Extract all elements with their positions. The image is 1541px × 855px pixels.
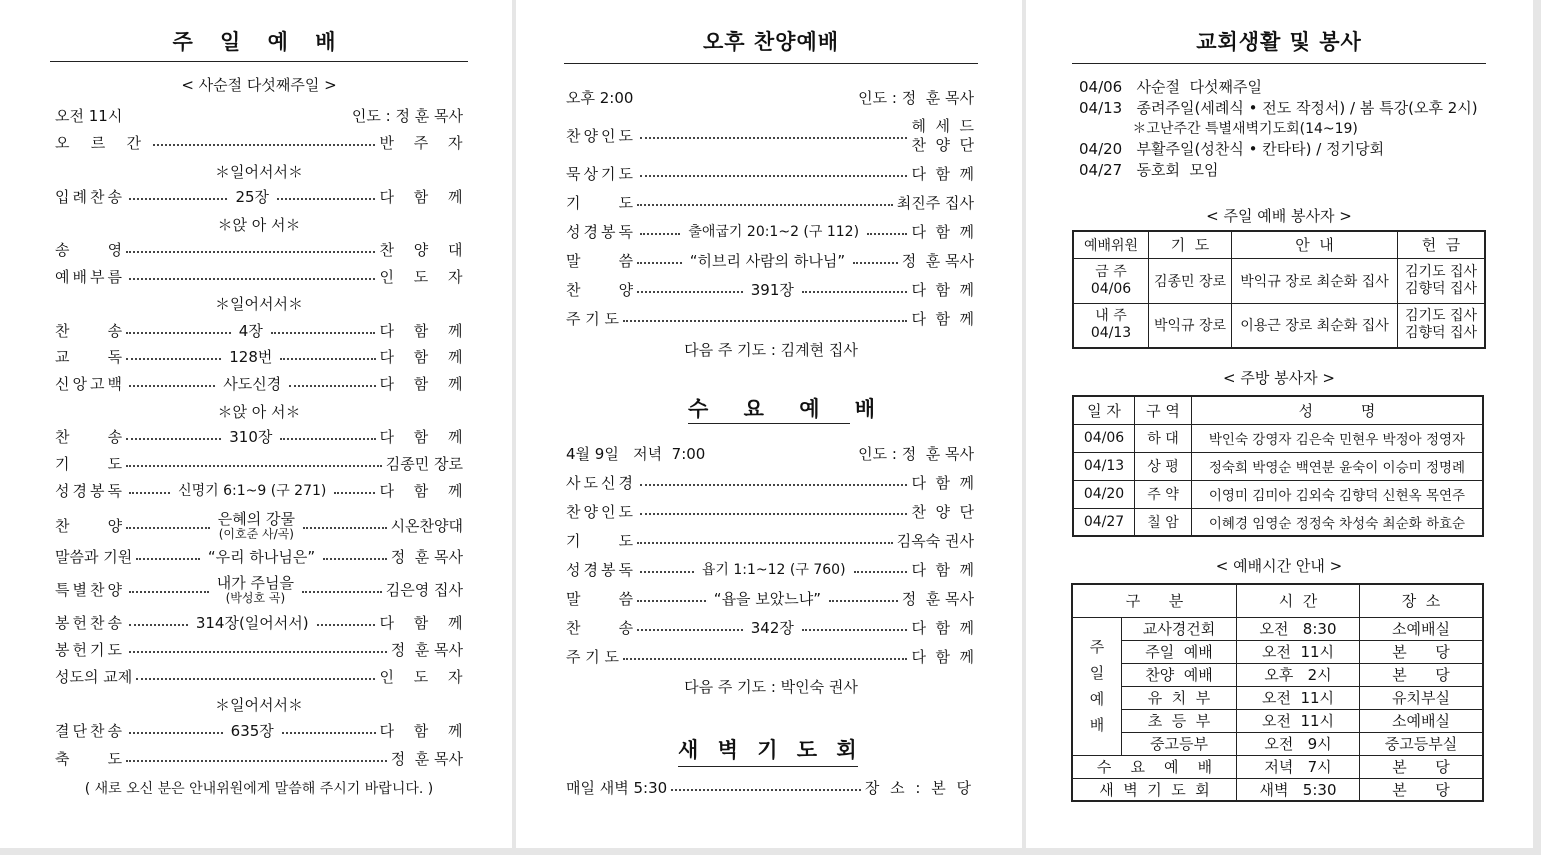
order-row	[55, 427, 471, 447]
leader-dots	[640, 513, 907, 515]
order-right: 다 함 께	[911, 561, 975, 579]
order-label: 봉헌기도	[55, 641, 125, 659]
leader-dots	[317, 624, 376, 626]
service-place: 소예배실	[1360, 617, 1484, 640]
order-label: 주 기 도	[566, 648, 620, 666]
order-detail	[213, 575, 298, 605]
order-label: 사도신경	[566, 474, 636, 492]
sunday-service-page	[0, 0, 512, 848]
leader-dots	[153, 144, 375, 146]
date-cell: 04/27	[1073, 508, 1135, 536]
area-cell: 칠 암	[1135, 508, 1192, 536]
table-row	[1072, 686, 1483, 709]
leader-dots	[671, 789, 861, 791]
area-cell: 상 평	[1135, 452, 1192, 480]
order-row	[55, 640, 463, 660]
afternoon-time: 오후 2:00	[566, 89, 634, 107]
order-right	[911, 117, 974, 155]
order-detail: 391장	[747, 280, 798, 300]
news-item: 04/13 종려주일(세례식 • 전도 작정서) / 봄 특강(오후 2시)	[1079, 99, 1478, 117]
service-name: 초 등 부	[1122, 709, 1237, 732]
order-label: 송 영	[55, 241, 123, 259]
service-time: 오전 11시	[1237, 686, 1360, 709]
order-right: 김은영 집사	[385, 581, 463, 599]
service-time: 오전 11시	[1237, 709, 1360, 732]
order-right: 다 함 께	[379, 482, 470, 500]
order-right: 정 훈 목사	[901, 252, 975, 270]
offering-name: 김기도 집사	[1404, 263, 1478, 280]
stand-note: ＊일어서서＊	[215, 295, 303, 313]
leader-dots	[637, 291, 743, 293]
order-detail: 25장	[231, 187, 273, 207]
offering-cell	[1398, 258, 1486, 303]
service-time: 새벽 5:30	[1237, 778, 1360, 801]
offering-name: 김기도 집사	[1404, 308, 1478, 325]
leader-dots	[640, 484, 907, 486]
sit-note: ＊앉 아 서＊	[217, 216, 301, 234]
church-life-title: 교회생활 및 봉사	[1196, 30, 1362, 54]
leader-dots	[136, 558, 200, 560]
names-cell: 박인숙 강영자 김은숙 민현우 박정아 정영자	[1192, 424, 1484, 452]
week-date: 04/06	[1090, 280, 1132, 297]
order-label: 기 도	[55, 455, 123, 473]
service-name: 유 치 부	[1122, 686, 1237, 709]
service-place: 본 당	[1360, 663, 1484, 686]
order-row	[55, 667, 470, 687]
leader-dots	[640, 137, 907, 139]
order-label: 찬양인도	[566, 503, 636, 521]
order-right: 김옥숙 권사	[896, 532, 974, 550]
table-header: 구 분	[1072, 584, 1237, 617]
leader-dots	[640, 233, 680, 235]
leader-dots	[277, 198, 375, 200]
order-detail: “히브리 사람의 하나님”	[686, 251, 850, 271]
wednesday-time-row	[566, 444, 974, 464]
title-rule	[1072, 63, 1486, 64]
order-row	[55, 613, 470, 633]
special-song-credit: (박성호 곡)	[225, 591, 286, 605]
service-place: 본 당	[1360, 755, 1484, 778]
order-label: 묵상기도	[566, 165, 636, 183]
order-row	[566, 647, 974, 667]
praise-team-line1: 헤 세 드	[911, 117, 974, 135]
order-detail: 314장(일어서서)	[192, 613, 313, 633]
leader-dots	[129, 732, 223, 734]
sunday-group-char: 배	[1089, 716, 1105, 734]
leader-dots	[303, 527, 387, 529]
order-row	[566, 117, 974, 155]
order-label: 성경봉독	[566, 561, 636, 579]
leader-dots	[623, 658, 907, 660]
kitchen-title: < 주방 봉사자 >	[1223, 369, 1335, 387]
wednesday-leader: 인도 : 정 훈 목사	[858, 445, 974, 463]
service-name: 중고등부	[1122, 732, 1237, 755]
order-right: 인 도 자	[379, 268, 470, 286]
order-label: 찬 송	[55, 428, 123, 446]
order-right: 다 함 께	[379, 614, 470, 632]
leader-dots	[802, 291, 908, 293]
order-row	[566, 589, 974, 609]
service-place: 유치부실	[1360, 686, 1484, 709]
leader-dots	[334, 492, 375, 494]
order-right: 다 함 께	[911, 281, 975, 299]
order-right: 다 함 께	[911, 619, 975, 637]
order-label: 말 씀	[566, 252, 634, 270]
week-cell	[1073, 258, 1149, 303]
table-header: 기 도	[1149, 231, 1232, 258]
leader-dots	[867, 233, 907, 235]
leader-dots	[126, 358, 221, 360]
table-header: 헌 금	[1398, 231, 1486, 258]
sunday-group-char: 주	[1089, 638, 1105, 656]
order-row	[566, 280, 974, 300]
order-right: 다 함 께	[911, 310, 974, 328]
leader-dots	[289, 385, 375, 387]
order-row	[55, 454, 463, 474]
table-header: 일 자	[1073, 396, 1135, 424]
order-right: 다 함 께	[911, 165, 974, 183]
table-row	[1073, 258, 1485, 303]
table-row	[1073, 452, 1483, 480]
sunday-group-cell	[1072, 617, 1122, 755]
news-item: 04/27 동호회 모임	[1079, 161, 1219, 179]
leader-dots	[854, 571, 908, 573]
wednesday-time: 4월 9일 저녁 7:00	[566, 445, 706, 463]
hymn-credit: (이호준 사/곡)	[218, 527, 294, 541]
next-prayer-note: 다음 주 기도 : 김계현 집사	[684, 341, 858, 359]
leader-dots	[623, 320, 907, 322]
service-time: 오전 11시	[1237, 640, 1360, 663]
leader-dots	[637, 204, 893, 206]
order-row	[55, 347, 471, 367]
stand-note: ＊일어서서＊	[215, 163, 303, 181]
order-label: 기 도	[566, 194, 634, 212]
order-right: 정 훈 목사	[901, 590, 974, 608]
order-detail: 635장	[227, 721, 278, 741]
order-right: 다 함 께	[911, 648, 974, 666]
leader-dots	[802, 629, 908, 631]
order-right: 정 훈 목사	[390, 641, 463, 659]
names-cell: 이영미 김미아 김외숙 김향덕 신현옥 목연주	[1192, 480, 1484, 508]
leader-dots	[853, 262, 898, 264]
leader-dots	[280, 358, 375, 360]
order-right: 정 훈 목사	[390, 548, 463, 566]
leader-dots	[126, 465, 382, 467]
leader-dots	[640, 175, 907, 177]
prayer-cell: 박익규 장로	[1149, 303, 1232, 348]
servers-title: < 주일 예배 봉사자 >	[1206, 207, 1352, 225]
service-place: 본 당	[1360, 640, 1484, 663]
order-label: 오 르 간	[55, 134, 150, 152]
order-label: 성경봉독	[55, 482, 125, 500]
afternoon-service-title: 오후 찬양예배	[702, 30, 840, 54]
sunday-time: 오전 11시	[55, 107, 123, 125]
order-row	[55, 187, 470, 207]
order-detail: 310장	[225, 427, 276, 447]
newcomer-note: ( 새로 오신 분은 안내위원에게 말씀해 주시기 바랍니다. )	[84, 781, 434, 797]
kitchen-table	[1072, 395, 1484, 537]
afternoon-leader: 인도 : 정 훈 목사	[858, 89, 974, 107]
order-label: 교 독	[55, 348, 123, 366]
week-date: 04/13	[1090, 325, 1132, 342]
order-right: 시온찬양대	[390, 517, 464, 535]
leader-dots	[637, 262, 682, 264]
order-row	[566, 473, 974, 493]
usher-cell: 박익규 장로 최순화 집사	[1232, 258, 1398, 303]
leader-dots	[129, 624, 188, 626]
leader-dots	[640, 571, 694, 573]
order-row	[55, 749, 463, 769]
order-detail: 128번	[225, 347, 276, 367]
news-item-sub: ＊고난주간 특별새벽기도회(14~19)	[1079, 121, 1358, 137]
service-time: 오후 2시	[1237, 663, 1360, 686]
order-label: 찬 송	[55, 322, 123, 340]
wednesday-service-title: 수 요 예 배	[688, 397, 890, 421]
times-title: < 예배시간 안내 >	[1215, 557, 1343, 575]
table-header: 장 소	[1360, 584, 1484, 617]
week-label: 금 주	[1095, 263, 1127, 280]
service-time: 오전 8:30	[1237, 617, 1360, 640]
leader-dots	[129, 651, 387, 653]
news-item: 04/06 사순절 다섯째주일	[1079, 78, 1262, 96]
order-right: 김종민 장로	[385, 455, 463, 473]
order-row	[55, 374, 471, 394]
service-name: 새 벽 기 도 회	[1072, 778, 1237, 801]
wednesday-title-rule	[688, 423, 850, 424]
order-label: 찬 송	[566, 619, 634, 637]
sunday-group-char: 예	[1089, 690, 1105, 708]
date-cell: 04/20	[1073, 480, 1135, 508]
order-label: 주 기 도	[566, 310, 620, 328]
leader-dots	[302, 591, 382, 593]
order-label: 찬 양	[55, 517, 123, 535]
service-name: 수 요 예 배	[1072, 755, 1237, 778]
order-row	[566, 618, 974, 638]
leader-dots	[126, 332, 231, 334]
leader-dots	[129, 198, 227, 200]
area-cell: 하 대	[1135, 424, 1192, 452]
order-detail: 342장	[747, 618, 798, 638]
area-cell: 주 약	[1135, 480, 1192, 508]
sunday-time-row	[55, 106, 463, 126]
names-cell: 정숙희 박영순 백연분 윤숙이 이승미 정명례	[1192, 452, 1484, 480]
special-song-title: 내가 주님을	[216, 574, 294, 592]
table-row	[1072, 617, 1483, 640]
order-label: 봉헌찬송	[55, 614, 125, 632]
order-label: 신앙고백	[55, 375, 125, 393]
table-header-row	[1073, 396, 1483, 424]
leader-dots	[129, 278, 376, 280]
order-row	[55, 321, 470, 341]
order-detail: 출애굽기 20:1~2 (구 112)	[684, 222, 863, 242]
leader-dots	[136, 678, 375, 680]
table-row	[1072, 778, 1483, 801]
order-detail: 사도신경	[219, 374, 285, 394]
order-row	[566, 502, 974, 522]
order-right: 다 함 께	[379, 188, 470, 206]
order-row	[55, 721, 471, 741]
table-row	[1072, 709, 1483, 732]
table-row	[1072, 732, 1483, 755]
title-rule	[564, 63, 978, 64]
service-time: 저녁 7시	[1237, 755, 1360, 778]
order-row	[566, 309, 974, 329]
table-header: 구 역	[1135, 396, 1192, 424]
service-time: 오전 9시	[1237, 732, 1360, 755]
leader-dots	[271, 332, 376, 334]
order-detail: “욥을 보았느냐”	[710, 589, 825, 609]
sunday-service-title: 주 일 예 배	[172, 30, 346, 54]
order-detail: 욥기 1:1~12 (구 760)	[698, 560, 850, 580]
offering-name: 김향덕 집사	[1404, 325, 1478, 342]
news-list	[1079, 77, 1478, 181]
leader-dots	[323, 558, 387, 560]
order-row	[566, 251, 974, 271]
usher-cell: 이용근 장로 최순화 집사	[1232, 303, 1398, 348]
order-right: 다 함 께	[379, 428, 471, 446]
order-label: 결단찬송	[55, 722, 125, 740]
table-row	[1072, 663, 1483, 686]
order-row	[55, 509, 463, 543]
table-header-row	[1073, 231, 1485, 258]
order-label: 찬양인도	[566, 127, 636, 145]
order-row	[55, 573, 463, 607]
order-row	[55, 481, 470, 501]
dawn-title-rule	[678, 766, 858, 767]
order-label: 축 도	[55, 750, 123, 768]
leader-dots	[126, 760, 387, 762]
week-cell	[1073, 303, 1149, 348]
order-row	[55, 547, 463, 567]
dawn-place: 장 소 : 본 당	[864, 779, 974, 797]
service-name: 찬양 예배	[1122, 663, 1237, 686]
order-row	[55, 240, 470, 260]
order-detail: 4장	[235, 321, 267, 341]
leader-dots	[637, 542, 893, 544]
leader-dots	[637, 629, 743, 631]
order-label: 찬 양	[566, 281, 634, 299]
prayer-cell: 김종민 장로	[1149, 258, 1232, 303]
service-name: 교사경건회	[1122, 617, 1237, 640]
date-cell: 04/06	[1073, 424, 1135, 452]
order-right: 반 주 자	[379, 134, 470, 152]
order-right: 다 함 께	[911, 474, 974, 492]
leader-dots	[126, 438, 221, 440]
leader-dots	[282, 732, 376, 734]
dawn-time: 매일 새벽 5:30	[566, 779, 668, 797]
week-label: 내 주	[1095, 308, 1127, 325]
order-row	[566, 560, 974, 580]
order-label: 예배부름	[55, 268, 125, 286]
dawn-prayer-row	[566, 778, 974, 798]
order-label: 성도의 교제	[55, 668, 133, 686]
sit-note: ＊앉 아 서＊	[217, 403, 301, 421]
table-header-row	[1072, 584, 1483, 617]
table-header: 성 명	[1192, 396, 1484, 424]
sunday-leader: 인도 : 정 훈 목사	[351, 107, 463, 125]
order-label: 성경봉독	[566, 223, 636, 241]
afternoon-time-row	[566, 88, 974, 108]
leader-dots	[280, 438, 375, 440]
sunday-subtitle: < 사순절 다섯째주일 >	[181, 76, 337, 94]
names-cell: 이혜경 임영순 정정숙 차성숙 최순화 하효순	[1192, 508, 1484, 536]
order-right: 다 함 께	[911, 223, 974, 241]
order-detail: 신명기 6:1~9 (구 271)	[174, 481, 330, 501]
leader-dots	[129, 385, 215, 387]
service-place: 중고등부실	[1360, 732, 1484, 755]
order-row	[55, 133, 470, 153]
order-right: 정 훈 목사	[390, 750, 463, 768]
table-header: 안 내	[1232, 231, 1398, 258]
table-row	[1073, 508, 1483, 536]
table-row	[1073, 480, 1483, 508]
leader-dots	[829, 600, 898, 602]
news-item: 04/20 부활주일(성찬식 • 칸타타) / 정기당회	[1079, 140, 1385, 158]
church-life-page	[1026, 0, 1533, 848]
sunday-group-char: 일	[1089, 664, 1105, 682]
hymn-title: 은혜의 강물	[217, 510, 295, 528]
leader-dots	[637, 600, 706, 602]
order-right: 다 함 께	[379, 348, 471, 366]
order-right: 다 함 께	[379, 375, 471, 393]
order-label: 말 씀	[566, 590, 634, 608]
table-row	[1073, 303, 1485, 348]
afternoon-service-page	[516, 0, 1022, 848]
leader-dots	[126, 251, 375, 253]
wednesday-next-prayer-note: 다음 주 기도 : 박인숙 권사	[684, 678, 858, 696]
service-place: 소예배실	[1360, 709, 1484, 732]
offering-name: 김향덕 집사	[1404, 280, 1478, 297]
praise-team-line2: 찬 양 단	[911, 136, 974, 154]
order-label: 말씀과 기원	[55, 548, 133, 566]
leader-dots	[126, 527, 210, 529]
order-row	[566, 193, 974, 213]
dawn-prayer-title: 새 벽 기 도 회	[678, 738, 863, 762]
service-times-table	[1071, 583, 1484, 802]
leader-dots	[129, 591, 209, 593]
table-row	[1072, 640, 1483, 663]
order-detail	[214, 511, 299, 541]
order-right: 다 함 께	[379, 322, 470, 340]
order-right: 찬 양 단	[911, 503, 974, 521]
order-right: 인 도 자	[379, 668, 470, 686]
servers-table	[1072, 230, 1486, 349]
service-place: 본 당	[1360, 778, 1484, 801]
order-right: 다 함 께	[379, 722, 471, 740]
service-name: 주일 예배	[1122, 640, 1237, 663]
table-row	[1072, 755, 1483, 778]
order-row	[566, 531, 974, 551]
order-row	[566, 222, 974, 242]
order-row	[55, 267, 470, 287]
order-label: 기 도	[566, 532, 634, 550]
date-cell: 04/13	[1073, 452, 1135, 480]
order-right: 찬 양 대	[379, 241, 470, 259]
offering-cell	[1398, 303, 1486, 348]
order-label: 특별찬양	[55, 581, 125, 599]
order-row	[566, 164, 974, 184]
order-detail: “우리 하나님은”	[204, 547, 319, 567]
table-header: 예배위원	[1073, 231, 1149, 258]
stand-note: ＊일어서서＊	[215, 696, 303, 714]
leader-dots	[129, 492, 170, 494]
order-right: 최진주 집사	[896, 194, 974, 212]
title-rule	[50, 61, 468, 62]
table-header: 시 간	[1237, 584, 1360, 617]
order-label: 입례찬송	[55, 188, 125, 206]
table-row	[1073, 424, 1483, 452]
